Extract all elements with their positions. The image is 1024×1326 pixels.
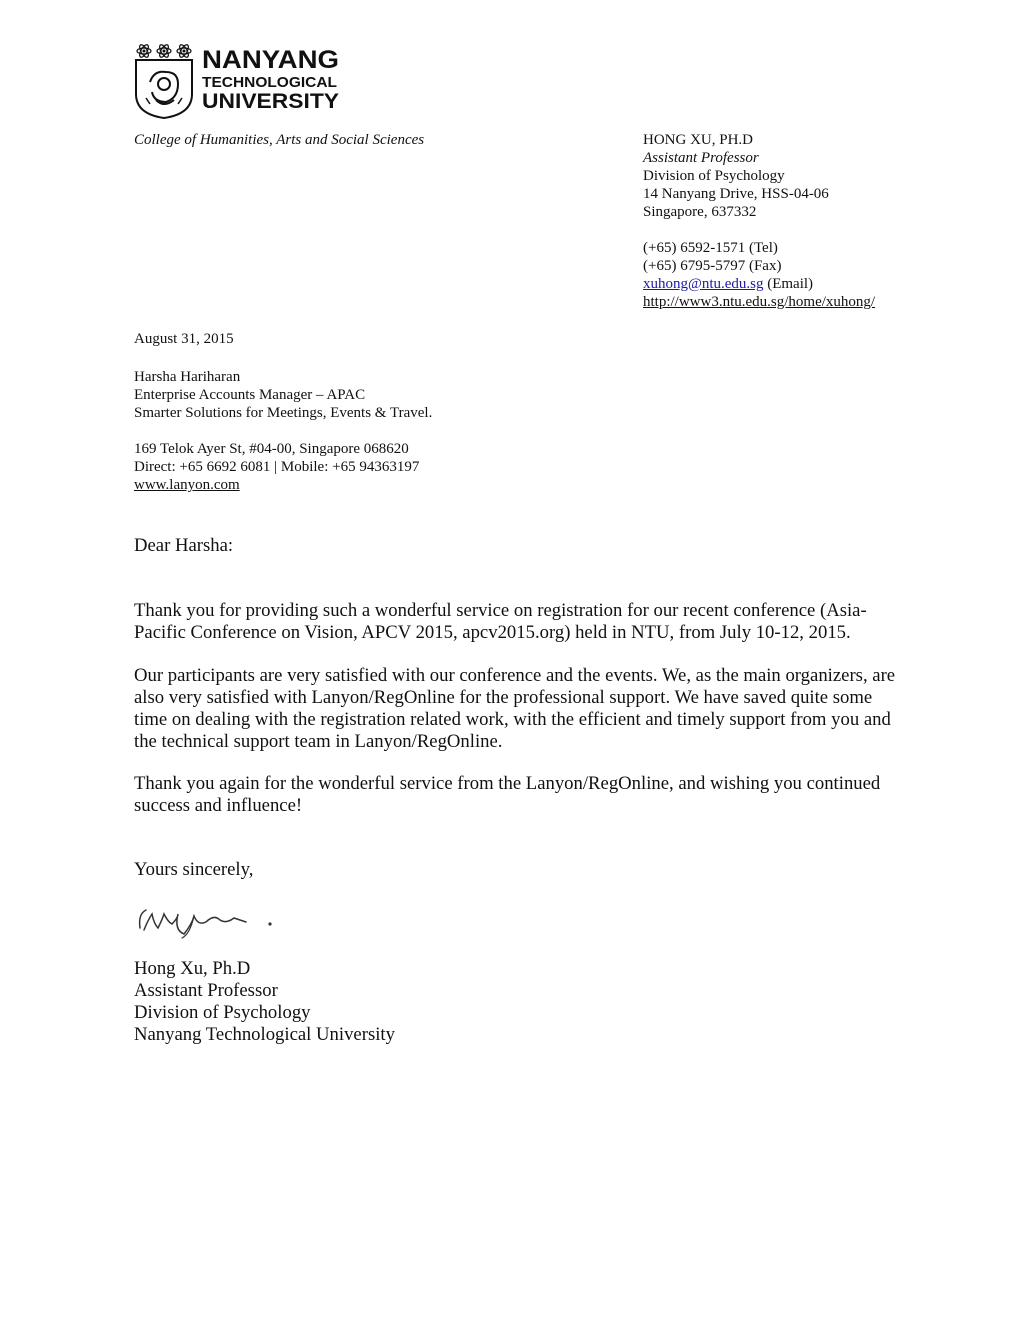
logo-line-3: UNIVERSITY — [202, 90, 339, 113]
spacer — [134, 422, 734, 440]
paragraph-line: Pacific Conference on Vision, APCV 2015, apcv2015.org) held in NTU, from July 10-12, 2015. — [134, 622, 851, 643]
paragraph-line: Our participants are very satisfied with our conference and the events. We, as the main organizers, are — [134, 665, 896, 686]
sender-title: Assistant Professor — [643, 150, 759, 166]
signer-title: Assistant Professor — [134, 980, 278, 1001]
body-paragraph-1 — [134, 600, 924, 644]
college-name: College of Humanities, Arts and Social Sciences — [134, 132, 425, 148]
recipient-tagline: Smarter Solutions for Meetings, Events & Travel. — [134, 405, 433, 421]
sender-tel: (+65) 6592-1571 (Tel) — [643, 240, 778, 256]
body-paragraph-3 — [134, 773, 924, 817]
recipient-address: 169 Telok Ayer St, #04-00, Singapore 068620 — [134, 441, 409, 457]
sender-website-link[interactable]: http://www3.ntu.edu.sg/home/xuhong/ — [643, 294, 876, 310]
letter-date: August 31, 2015 — [134, 331, 234, 347]
sender-email-suffix: (Email) — [763, 276, 814, 292]
sender-email-link[interactable]: xuhong@ntu.edu.sg — [643, 276, 764, 292]
ntu-logo — [134, 42, 344, 120]
recipient-website-link[interactable]: www.lanyon.com — [134, 477, 240, 493]
salutation: Dear Harsha: — [134, 535, 234, 556]
signer-name: Hong Xu, Ph.D — [134, 958, 251, 979]
paragraph-line: success and influence! — [134, 795, 303, 816]
sender-fax: (+65) 6795-5797 (Fax) — [643, 258, 782, 274]
paragraph-line: Thank you again for the wonderful service from the Lanyon/RegOnline, and wishing you continued — [134, 773, 881, 794]
sender-block — [643, 131, 1003, 311]
recipient-block — [134, 368, 734, 494]
recipient-name: Harsha Hariharan — [134, 369, 241, 385]
signature-block — [134, 958, 395, 1046]
recipient-title: Enterprise Accounts Manager – APAC — [134, 387, 366, 403]
sender-name: HONG XU, PH.D — [643, 132, 754, 148]
paragraph-line: also very satisfied with Lanyon/RegOnline for the professional support. We have saved quite some — [134, 687, 873, 708]
sender-address-line2: Singapore, 637332 — [643, 204, 757, 220]
paragraph-line: the technical support team in Lanyon/RegOnline. — [134, 731, 503, 752]
sender-address-line1: 14 Nanyang Drive, HSS-04-06 — [643, 186, 829, 202]
crest-icon — [136, 43, 192, 118]
paragraph-line: time on dealing with the registration related work, with the efficient and timely support from you and — [134, 709, 891, 730]
sender-email-line — [643, 275, 1003, 293]
recipient-website-line — [134, 476, 734, 494]
sender-division: Division of Psychology — [643, 168, 785, 184]
body-paragraph-2 — [134, 665, 924, 753]
signer-division: Division of Psychology — [134, 1002, 311, 1023]
recipient-phones: Direct: +65 6692 6081 | Mobile: +65 94363197 — [134, 459, 420, 475]
spacer — [643, 221, 1003, 239]
closing: Yours sincerely, — [134, 859, 254, 880]
logo-line-2: TECHNOLOGICAL — [202, 74, 337, 91]
paragraph-line: Thank you for providing such a wonderful service on registration for our recent conference (Asia- — [134, 600, 867, 621]
logo-line-1: NANYANG — [202, 46, 339, 74]
signer-university: Nanyang Technological University — [134, 1024, 395, 1045]
sender-website-line — [643, 293, 1003, 311]
handwritten-signature — [134, 900, 284, 940]
